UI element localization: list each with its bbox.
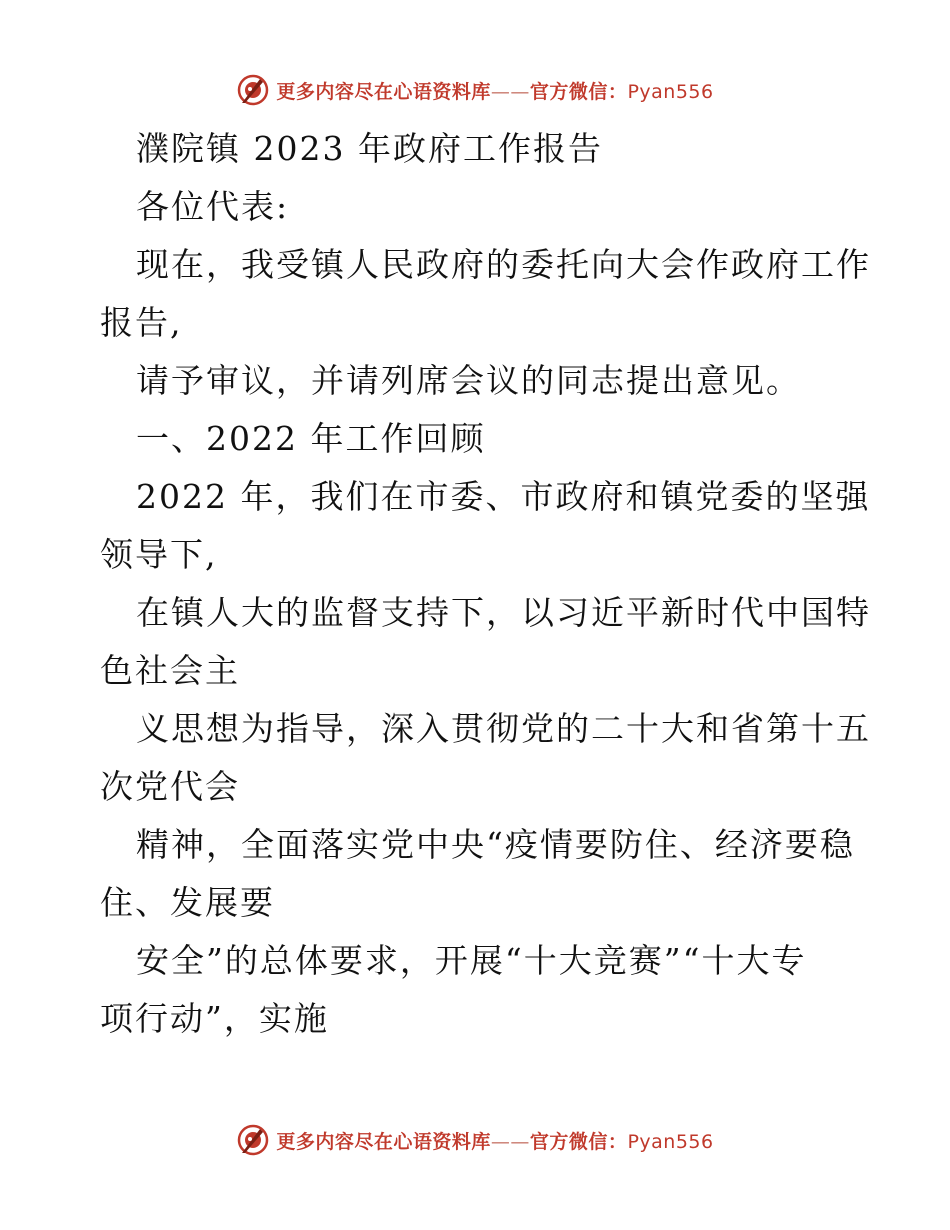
paragraph-line: 义思想为指导，深入贯彻党的二十大和省第十五 <box>136 709 871 748</box>
document-title: 濮院镇 2023 年政府工作报告 <box>136 129 603 168</box>
paragraph-line: 报告, <box>100 303 183 342</box>
quill-seal-icon <box>236 1123 270 1157</box>
quill-seal-icon <box>236 73 270 107</box>
watermark-header <box>0 70 950 110</box>
paragraph-line: 住、发展要 <box>100 883 275 922</box>
paragraph-line: 领导下, <box>100 535 218 574</box>
salutation: 各位代表: <box>136 187 290 226</box>
paragraph-line: 请予审议，并请列席会议的同志提出意见。 <box>136 361 801 400</box>
paragraph-line: 现在，我受镇人民政府的委托向大会作政府工作 <box>136 245 871 284</box>
watermark-text: 更多内容尽在心语资料库——官方微信：Pyan556 <box>276 1130 714 1153</box>
paragraph-line: 在镇人大的监督支持下，以习近平新时代中国特 <box>136 593 871 632</box>
document-body <box>100 120 871 1048</box>
watermark-text: 更多内容尽在心语资料库——官方微信：Pyan556 <box>276 80 714 103</box>
paragraph-line: 安全”的总体要求，开展“十大竞赛”“十大专 <box>136 941 807 980</box>
paragraph-line: 次党代会 <box>100 767 240 806</box>
paragraph-line: 项行动”，实施 <box>100 999 329 1038</box>
paragraph-line: 精神，全面落实党中央“疫情要防住、经济要稳 <box>136 825 855 864</box>
watermark-footer <box>0 1120 950 1160</box>
section-heading: 一、2022 年工作回顾 <box>136 419 486 458</box>
paragraph-line: 2022 年，我们在市委、市政府和镇党委的坚强 <box>136 477 871 516</box>
paragraph-line: 色社会主 <box>100 651 240 690</box>
